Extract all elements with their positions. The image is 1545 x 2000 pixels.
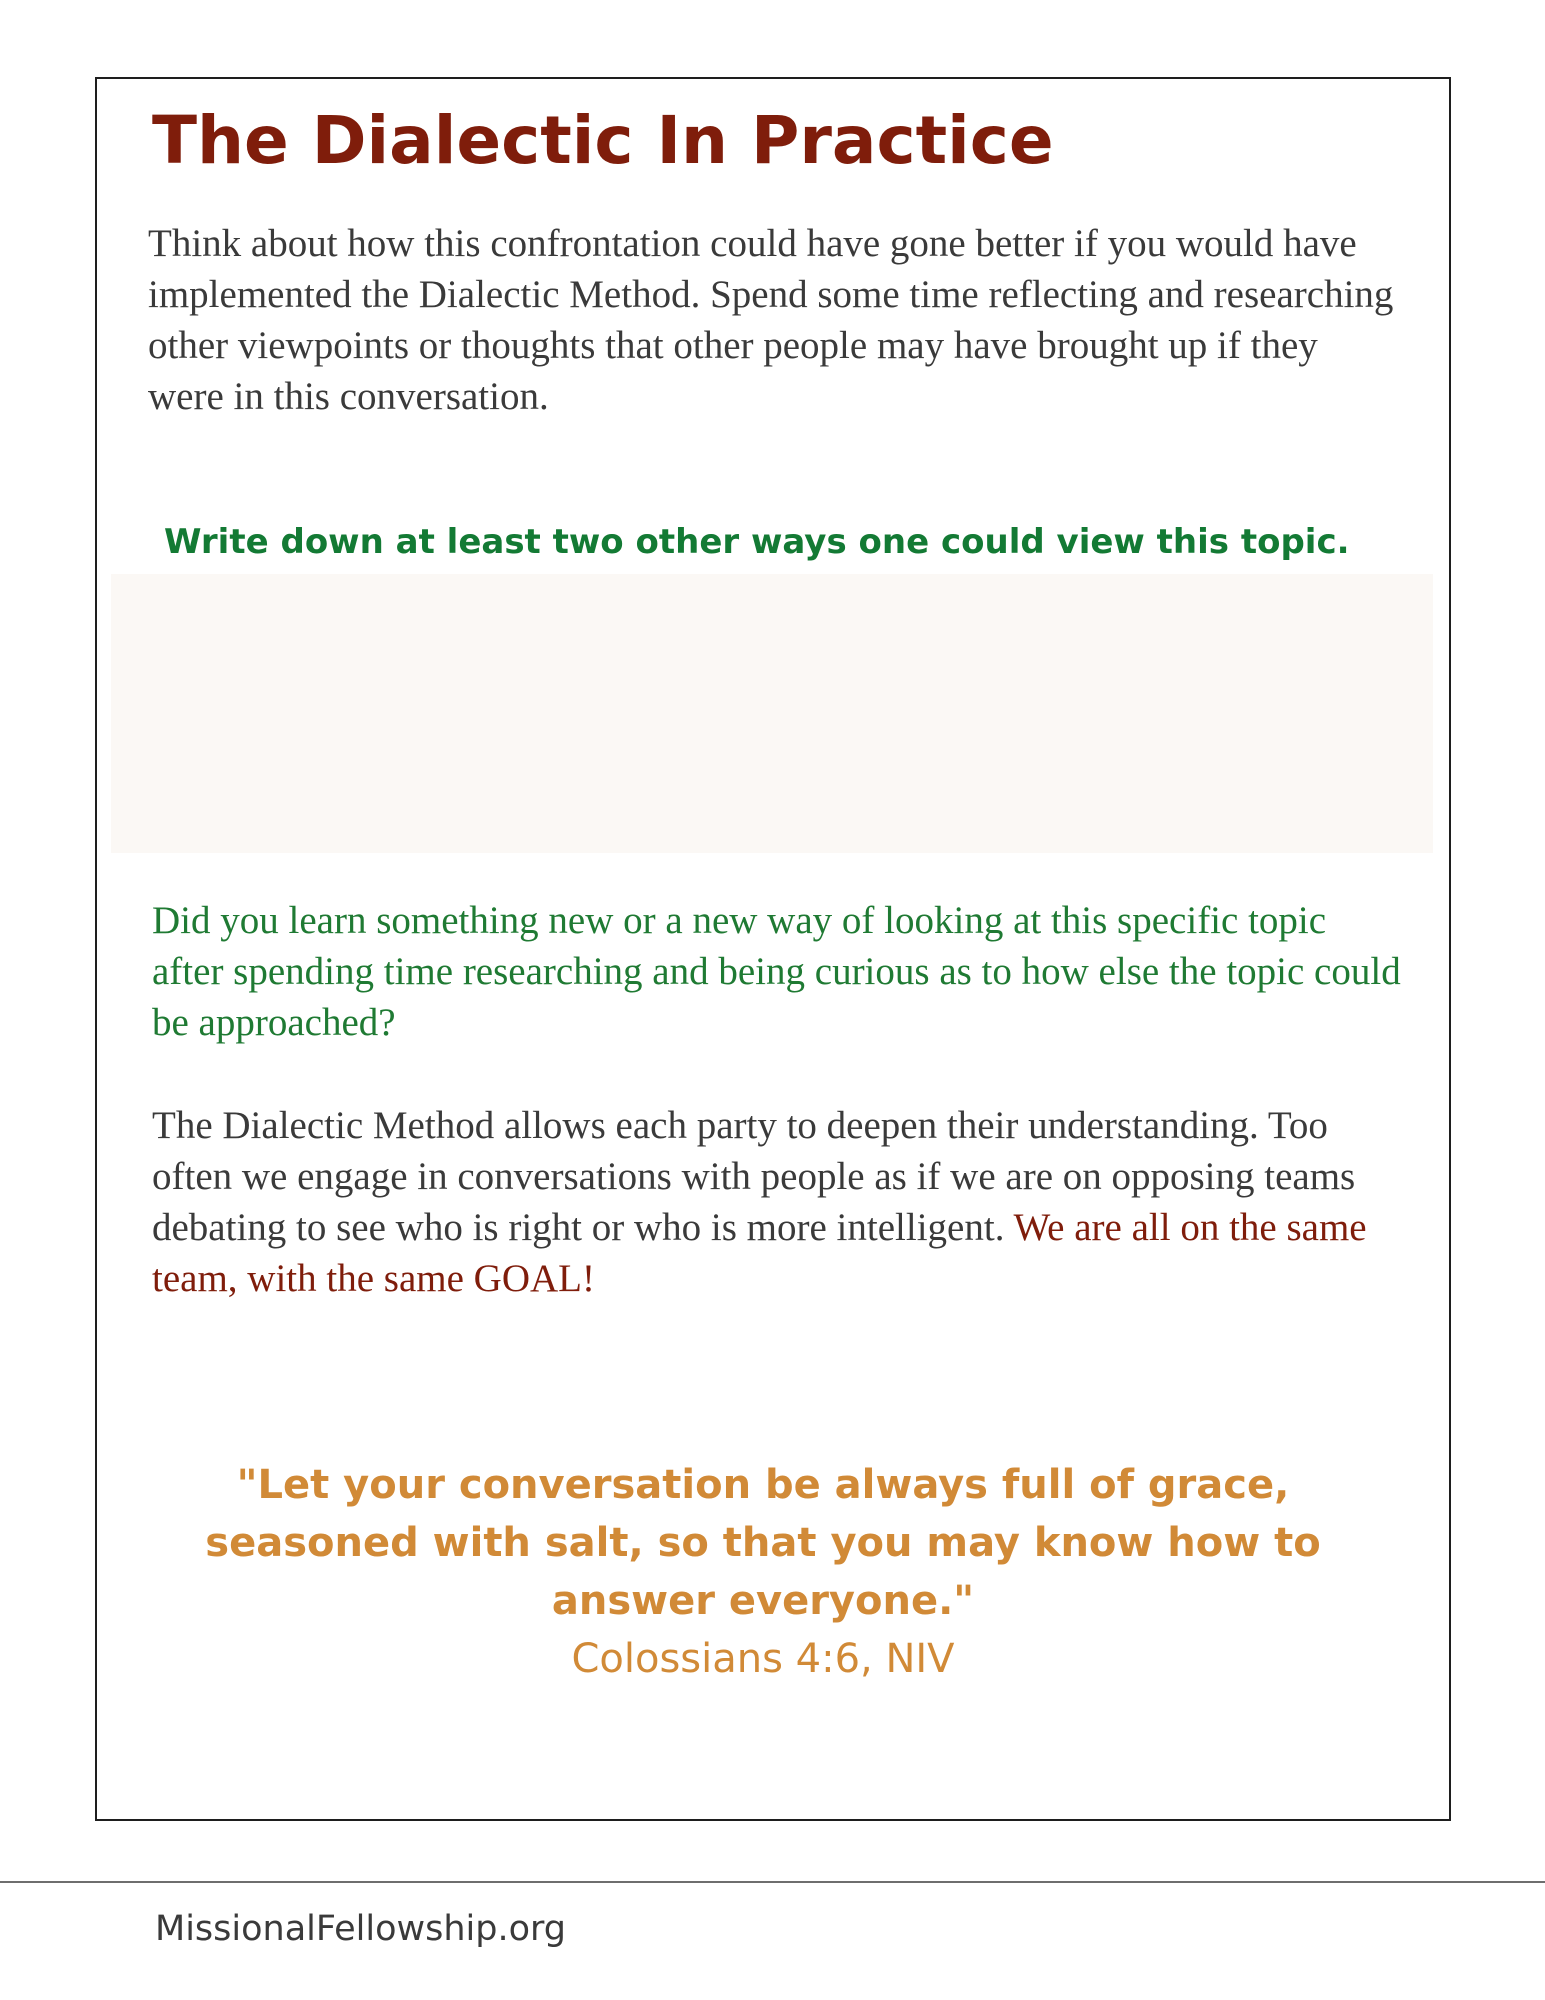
reflection-question: Did you learn something new or a new way of looking at this specific topic after spending time researching and being curious as to how else the topic could be approached? [152, 899, 1401, 1044]
explanation-text: The Dialectic Method allows each party to deepen their understanding. Too often we engage in conversations with people as if we are on opposing teams debating to see who is right or who is more intelligent. [152, 1104, 1356, 1249]
page-title: The Dialectic In Practice [152, 102, 1054, 179]
intro-paragraph: Think about how this confrontation could have gone better if you would have implemented the Dialectic Method. Spend some time reflecting and researching other viewpoints or thoughts that other people may have brought up if they were in this conversation. [148, 222, 1394, 418]
answer-box[interactable] [111, 574, 1433, 853]
writing-prompt: Write down at least two other ways one could view this topic. [164, 522, 1350, 562]
scripture-citation: Colossians 4:6, NIV [571, 1636, 955, 1682]
dialectic-explanation [152, 1100, 1402, 1304]
footer-website: MissionalFellowship.org [155, 1909, 567, 1949]
footer-divider [0, 1881, 1545, 1883]
scripture-quote: "Let your conversation be always full of grace, seasoned with salt, so that you may know how to answer everyone." [205, 1462, 1321, 1624]
same-team-highlight: We are all on the same team, with the same GOAL! [152, 1206, 1367, 1300]
